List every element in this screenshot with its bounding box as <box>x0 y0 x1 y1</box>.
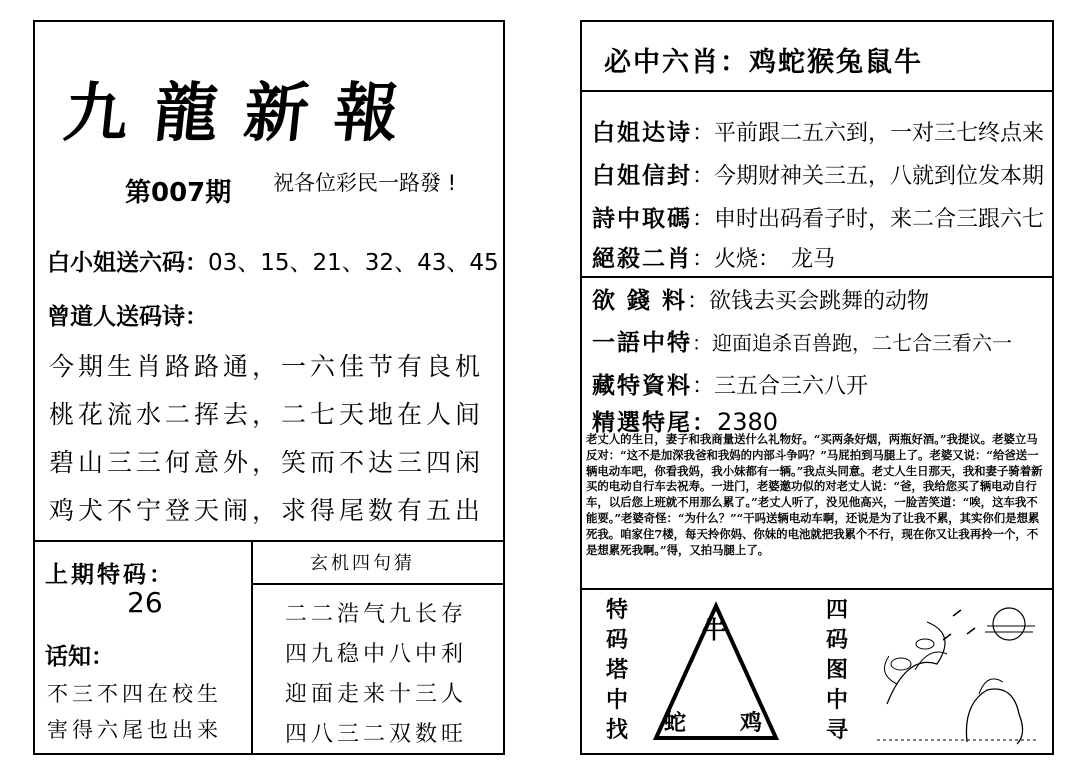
last-special-value: 26 <box>127 586 163 619</box>
last-special-label: 上期特码： <box>45 562 175 588</box>
vertical-char: 塔 <box>605 658 628 683</box>
row-label: 欲 錢 料 <box>592 288 688 314</box>
six-codes-values: 03、15、21、32、43、45 <box>208 250 499 276</box>
riddle-line: 迎面走来十三人 <box>285 682 468 707</box>
column-divider <box>251 540 253 755</box>
tail-value: 2380 <box>717 408 779 436</box>
riddle-line: 四八三二双数旺 <box>285 722 468 747</box>
six-zodiac-line: 必中六肖：鸡蛇猴兔鼠牛 <box>604 47 923 78</box>
triangle-left-label: 蛇 <box>664 710 687 736</box>
vertical-char: 码 <box>825 628 848 653</box>
riddle-line: 四九稳中八中利 <box>285 642 468 667</box>
info-row <box>592 324 1012 357</box>
issue-number: 第007期 <box>125 178 232 208</box>
six-codes-row <box>47 244 499 277</box>
row-text: ：申时出码看子时，来二合三跟六七 <box>692 207 1045 232</box>
left-panel <box>33 20 505 755</box>
vertical-char: 找 <box>605 718 628 743</box>
vertical-char: 中 <box>605 688 628 713</box>
row-label: 絕殺二肖 <box>592 246 692 272</box>
info-row <box>592 114 1044 147</box>
row-text: ：三五合三六八开 <box>692 374 869 399</box>
row-label: 白姐信封 <box>592 163 692 189</box>
riddle-header-divider <box>251 583 503 585</box>
vertical-char: 图 <box>825 658 848 683</box>
vertical-char: 中 <box>825 688 848 713</box>
info-row <box>592 367 868 400</box>
right-vertical-text <box>824 596 850 746</box>
saying-label: 话知： <box>45 644 114 670</box>
vertical-char: 寻 <box>825 718 848 743</box>
row-text: ：迎面追杀百兽跑，二七合三看六一 <box>692 331 1012 355</box>
left-vertical-text <box>604 596 630 746</box>
vertical-char: 码 <box>605 628 628 653</box>
riddle-header: 玄机四句猜 <box>310 553 415 574</box>
poem-line: 桃花流水二挥去，二七天地在人间 <box>49 400 485 429</box>
vertical-char: 特 <box>605 598 628 623</box>
info-row <box>592 240 835 273</box>
row-label: 白姐达诗 <box>592 120 692 146</box>
header-divider <box>582 90 1052 92</box>
row-label: 一語中特 <box>592 330 692 356</box>
row-label: 詩中取碼 <box>592 206 692 232</box>
poem-label: 曾道人送码诗： <box>47 304 208 330</box>
sketch-illustration-icon <box>867 594 1047 752</box>
row-text: ：欲钱去买会跳舞的动物 <box>687 289 930 314</box>
image-divider <box>582 588 1052 590</box>
right-panel <box>580 20 1054 755</box>
info-row <box>592 200 1044 233</box>
story-text: 老丈人的生日，妻子和我商量送什么礼物好。“买两条好烟，两瓶好酒。”我提议。老婆立马反对：“这不是加深我爸和我妈的内部斗争吗？”马屁拍到马腿上了。老婆又说：“给爸送一辆电动车吧，你看我妈，我小妹都有一辆。”我点头同意。老丈人生日那天，我和妻子骑着新买的电动自行车去祝寿。一进门，老婆邀功似的对老丈人说：“爸，我给您买了辆电动自行车，以后您上班就不用那么累了。”老丈人听了，没见他高兴，一脸苦笑道：“唉，这车我不能要。”老婆奇怪：“为什么？”“干吗送辆电动车啊，还说是为了让我不累，其实你们是想累死我。咱家住7楼，每天拎你妈、你妹的电池就把我累个不行，现在你又让我再拎一个，不是想累死我啊。”得，又拍马腿上了。 <box>586 432 1043 557</box>
row-text: ：平前跟二五六到，一对三七终点来 <box>692 121 1045 146</box>
saying-line: 害得六尾也出来 <box>47 718 222 742</box>
poem-line: 今期生肖路路通，一六佳节有良机 <box>49 352 485 381</box>
six-codes-label: 白小姐送六码： <box>47 250 208 276</box>
triangle-top-label: 牛 <box>702 615 726 644</box>
row-divider <box>582 276 1052 278</box>
info-row <box>592 157 1044 190</box>
saying-line: 不三不四在校生 <box>47 682 222 706</box>
riddle-line: 二二浩气九长存 <box>285 602 468 627</box>
newspaper-title: 九龍新報 <box>60 76 429 151</box>
vertical-char: 四 <box>825 598 848 623</box>
info-row <box>592 282 929 315</box>
triangle-right-label: 鸡 <box>740 710 763 736</box>
poem-line: 鸡犬不宁登天闹，求得尾数有五出 <box>49 496 485 525</box>
tail-label: 精選特尾： <box>592 410 717 436</box>
row-text: ：今期财神关三五，八就到位发本期 <box>692 164 1045 189</box>
row-text: ：火烧： 龙马 <box>692 247 836 272</box>
row-label: 藏特資料 <box>592 373 692 399</box>
greeting-text: 祝各位彩民一路發 ! <box>273 171 457 195</box>
poem-line: 碧山三三何意外，笑而不达三四闲 <box>49 448 485 477</box>
section-divider <box>35 540 503 542</box>
